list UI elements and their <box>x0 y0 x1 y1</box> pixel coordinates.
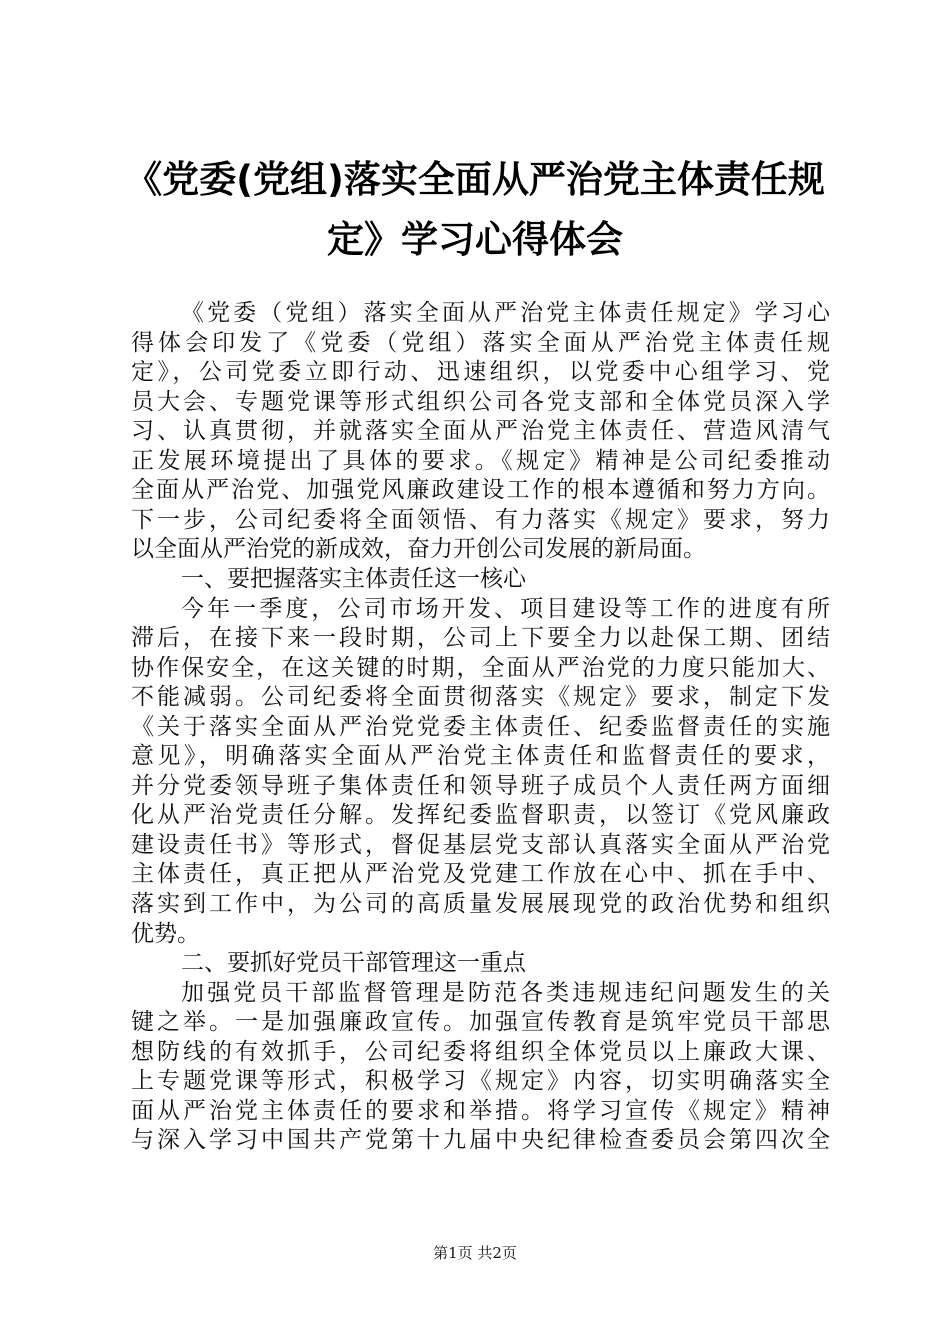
body-text-line: 得体会印发了《党委（党组）落实全面从严治党主体责任规 <box>131 329 830 356</box>
body-text-line: 习、认真贯彻，并就落实全面从严治党主体责任、营造风清气 <box>131 418 830 445</box>
body-text-line: 想防线的有效抓手，公司纪委将组织全体党员以上廉政大课、 <box>131 1038 830 1065</box>
body-text-line: 定》，公司党委立即行动、迅速组织，以党委中心组学习、党 <box>131 359 830 386</box>
body-text-line: 今年一季度，公司市场开发、项目建设等工作的进度有所 <box>181 595 830 622</box>
body-text-line: 键之举。一是加强廉政宣传。加强宣传教育是筑牢党员干部思 <box>131 1009 830 1036</box>
document-title-line-2: 定》学习心得体会 <box>327 218 623 261</box>
body-text-line: 优势。 <box>131 920 200 947</box>
body-text-line: 上专题党课等形式，积极学习《规定》内容，切实明确落实全 <box>131 1068 830 1095</box>
body-text-line: 《关于落实全面从严治党党委主体责任、纪委监督责任的实施 <box>131 713 830 740</box>
body-text-line: 《党委（党组）落实全面从严治党主体责任规定》学习心 <box>181 300 830 326</box>
document-title-line-1: 《党委(党组)落实全面从严治党主体责任规 <box>125 158 825 201</box>
body-text-line: 与深入学习中国共产党第十九届中央纪律检查委员会第四次全 <box>131 1127 830 1154</box>
body-text-line: 建设责任书》等形式，督促基层党支部认真落实全面从严治党 <box>131 831 830 858</box>
body-text-line: 化从严治党责任分解。发挥纪委监督职责，以签订《党风廉政 <box>131 802 830 829</box>
body-text-line: 不能减弱。公司纪委将全面贯彻落实《规定》要求，制定下发 <box>131 684 830 711</box>
body-text-line: 滞后，在接下来一段时期，公司上下要全力以赴保工期、团结 <box>131 625 830 652</box>
body-text-line: 下一步，公司纪委将全面领悟、有力落实《规定》要求，努力 <box>131 506 830 533</box>
body-text-line: 正发展环境提出了具体的要求。《规定》精神是公司纪委推动 <box>131 447 830 474</box>
body-text-line: 以全面从严治党的新成效，奋力开创公司发展的新局面。 <box>131 536 706 563</box>
body-text-line: 协作保安全，在这关键的时期，全面从严治党的力度只能加大、 <box>131 654 830 681</box>
body-text-line: 意见》，明确落实全面从严治党主体责任和监督责任的要求， <box>131 743 830 770</box>
body-text-line: 加强党员干部监督管理是防范各类违规违纪问题发生的关 <box>181 979 830 1006</box>
body-text-line: 员大会、专题党课等形式组织公司各党支部和全体党员深入学 <box>131 388 830 415</box>
body-text-line: 全面从严治党、加强党风廉政建设工作的根本遵循和努力方向。 <box>131 477 830 504</box>
body-text-line: 二、要抓好党员干部管理这一重点 <box>181 950 526 977</box>
body-text-line: 主体责任，真正把从严治党及党建工作放在心中、抓在手中、 <box>131 861 830 888</box>
page-footer: 第1页 共2页 <box>433 1244 517 1262</box>
body-text-line: 落实到工作中，为公司的高质量发展展现党的政治优势和组织 <box>131 891 830 917</box>
body-text-line: 面从严治党主体责任的要求和举措。将学习宣传《规定》精神 <box>131 1097 830 1124</box>
body-text-line: 并分党委领导班子集体责任和领导班子成员个人责任两方面细 <box>131 772 830 799</box>
body-text-line: 一、要把握落实主体责任这一核心 <box>181 565 526 592</box>
